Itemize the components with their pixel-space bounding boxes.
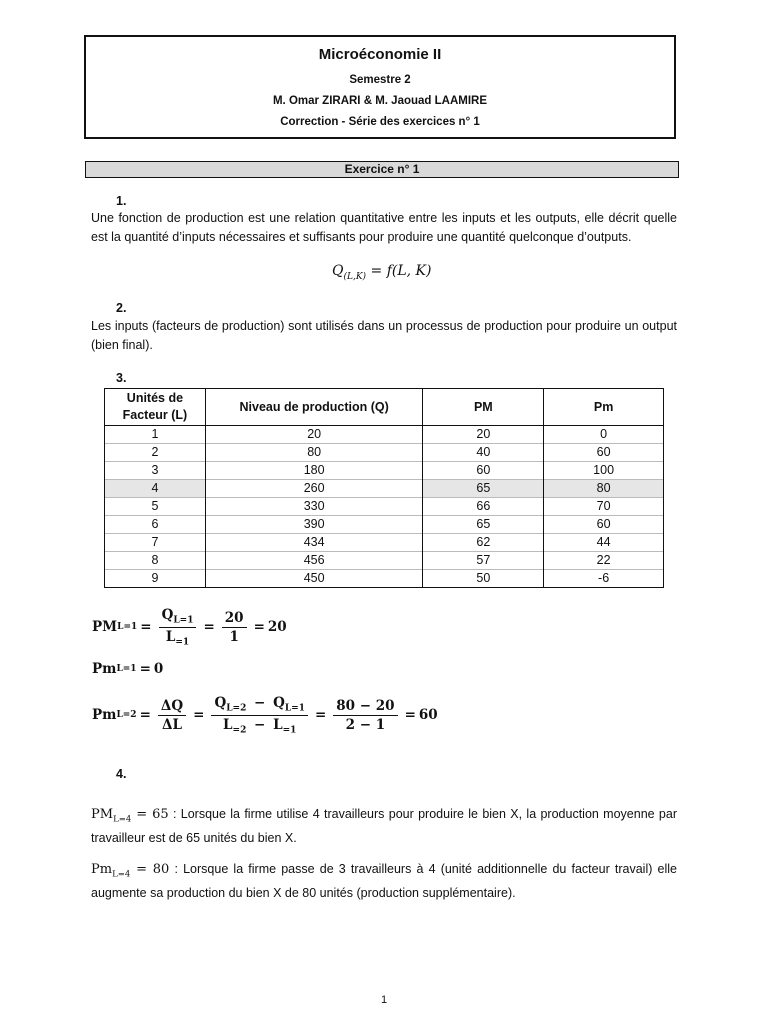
table-row	[105, 426, 664, 444]
table-row	[105, 498, 664, 516]
p2-value: = 80	[130, 862, 170, 877]
eq3-f3-num: 80 − 20	[333, 698, 397, 716]
table-header-row	[105, 389, 664, 426]
eq2-lhs: Pm	[92, 661, 117, 677]
production-table	[104, 388, 664, 588]
cell-pm-average: 65	[423, 516, 544, 534]
cell-units: 6	[105, 516, 206, 534]
eq3-lhs-sub: L=2	[116, 710, 137, 721]
cell-production: 330	[205, 498, 423, 516]
cell-units: 1	[105, 426, 206, 444]
cell-units: 7	[105, 534, 206, 552]
p2-text: : Lorsque la firme passe de 3 travailleurs à 4 (unité additionnelle du facteur travail) elle augmente sa production du bien X de 80 unités (production supplémentaire).	[91, 862, 677, 901]
p1-value: = 65	[131, 807, 169, 822]
eq3-f2-den-b: L	[273, 716, 283, 733]
eq3-f1-den: ΔL	[162, 716, 182, 733]
question-1-number: 1.	[116, 194, 127, 208]
header-pm-average: PM	[423, 389, 544, 426]
equals-sign: =	[193, 707, 205, 724]
p1-text: : Lorsque la firme utilise 4 travailleurs pour produire le bien X, la production moyenne par travailleur est de 65 unités du bien X.	[91, 807, 677, 846]
p1-sub: L=4	[113, 814, 132, 825]
cell-pm-marginal: 60	[544, 516, 664, 534]
eq1-num-sub: L=1	[173, 615, 194, 626]
cell-pm-marginal: 22	[544, 552, 664, 570]
equation-pm-marginal-l1	[92, 661, 163, 677]
semester: Semestre 2	[349, 74, 411, 86]
equals-sign: =	[253, 619, 265, 636]
eq3-fraction-diff	[211, 695, 308, 735]
question-1-text: Une fonction de production est une relation quantitative entre les inputs et les outputs, elle décrit quelle est la quantité d’inputs nécessaires et suffisants pour produire une quantité quelconque d’outputs.	[91, 211, 677, 244]
eq3-f2-num-a: Q	[214, 695, 227, 711]
cell-units: 5	[105, 498, 206, 516]
minus-sign: −	[254, 716, 266, 733]
cell-pm-average: 20	[423, 426, 544, 444]
cell-pm-marginal: 0	[544, 426, 664, 444]
cell-pm-average: 62	[423, 534, 544, 552]
table-row	[105, 516, 664, 534]
cell-production: 450	[205, 570, 423, 588]
eq3-f2-num-b: Q	[273, 695, 285, 711]
cell-pm-average: 65	[423, 480, 544, 498]
cell-units: 2	[105, 444, 206, 462]
eq1-den-sub: =1	[175, 637, 190, 648]
equals-sign: =	[139, 707, 151, 724]
question-3-number: 3.	[116, 371, 127, 385]
eq2-lhs-sub: L=1	[116, 664, 137, 674]
cell-production: 434	[205, 534, 423, 552]
cell-pm-marginal: 100	[544, 462, 664, 480]
table-row	[105, 570, 664, 588]
eq3-fraction-values	[333, 698, 397, 733]
eq1-lhs: PM	[92, 619, 118, 636]
cell-pm-average: 57	[423, 552, 544, 570]
cell-units: 3	[105, 462, 206, 480]
cell-production: 456	[205, 552, 423, 570]
eq1-den2: 1	[229, 628, 239, 645]
page-number: 1	[380, 994, 388, 1006]
cell-production: 390	[205, 516, 423, 534]
equation-pm-marginal-l2	[92, 695, 438, 735]
equation-pm-l1	[92, 607, 287, 647]
cell-pm-marginal: -6	[544, 570, 664, 588]
header-box	[84, 35, 676, 139]
eq3-f3-den: 2 − 1	[345, 716, 386, 733]
eq3-result: 60	[418, 707, 438, 724]
formula-rhs: = f(L, K)	[366, 263, 432, 279]
eq3-fraction-delta	[158, 698, 186, 733]
cell-production: 80	[205, 444, 423, 462]
table-row	[105, 462, 664, 480]
table-row	[105, 534, 664, 552]
table-row	[105, 480, 664, 498]
eq3-f2-num-b-sub: L=1	[284, 703, 305, 714]
cell-pm-average: 60	[423, 462, 544, 480]
eq3-f2-den-a: L	[223, 716, 233, 733]
question-2-text: Les inputs (facteurs de production) sont utilisés dans un processus de production pour produire un output (bien final).	[91, 319, 677, 352]
question-4-paragraph-2	[91, 860, 677, 903]
header-units: Unités de Facteur (L)	[105, 389, 206, 426]
cell-production: 20	[205, 426, 423, 444]
cell-pm-marginal: 80	[544, 480, 664, 498]
cell-units: 4	[105, 480, 206, 498]
p2-sub: L=4	[112, 869, 131, 880]
minus-sign: −	[254, 695, 266, 711]
header-production: Niveau de production (Q)	[205, 389, 423, 426]
question-2-number: 2.	[116, 301, 127, 315]
eq1-result: 20	[267, 619, 287, 636]
p1-label: PM	[91, 807, 114, 822]
cell-pm-marginal: 70	[544, 498, 664, 516]
eq2-result: 0	[153, 661, 164, 677]
equals-sign: =	[203, 619, 215, 636]
eq3-f2-num-a-sub: L=2	[226, 703, 247, 714]
table-row	[105, 444, 664, 462]
document-title: Microéconomie II	[318, 46, 442, 63]
p2-label: Pm	[91, 862, 113, 877]
eq3-lhs: Pm	[92, 707, 117, 724]
eq1-num: Q	[161, 607, 174, 623]
equals-sign: =	[140, 619, 152, 636]
cell-production: 180	[205, 462, 423, 480]
question-4-number: 4.	[116, 767, 127, 781]
eq1-lhs-sub: L=1	[117, 622, 138, 633]
cell-pm-average: 50	[423, 570, 544, 588]
cell-pm-marginal: 60	[544, 444, 664, 462]
eq1-fraction-1	[159, 607, 197, 647]
production-function-formula	[332, 263, 431, 282]
eq1-num2: 20	[222, 610, 247, 628]
equals-sign: =	[314, 707, 327, 724]
equals-sign: =	[404, 707, 416, 724]
eq1-den: L	[165, 628, 176, 645]
authors: M. Omar ZIRARI & M. Jaouad LAAMIRE	[272, 95, 488, 107]
cell-pm-marginal: 44	[544, 534, 664, 552]
cell-units: 9	[105, 570, 206, 588]
equals-sign: =	[139, 661, 151, 677]
eq3-f2-den-a-sub: =2	[232, 725, 247, 736]
cell-pm-average: 66	[423, 498, 544, 516]
cell-units: 8	[105, 552, 206, 570]
eq3-f1-num: ΔQ	[158, 698, 186, 716]
subtitle: Correction - Série des exercices n° 1	[280, 116, 480, 128]
table-row	[105, 552, 664, 570]
cell-production: 260	[205, 480, 423, 498]
formula-sub: (L,K)	[343, 271, 367, 282]
header-pm-marginal: Pm	[544, 389, 664, 426]
cell-pm-average: 40	[423, 444, 544, 462]
exercise-title: Exercice n° 1	[85, 161, 679, 178]
eq3-f2-den-b-sub: =1	[282, 725, 297, 736]
formula-q: Q	[332, 263, 344, 279]
question-4-paragraph-1	[91, 805, 677, 848]
eq1-fraction-2	[222, 610, 247, 645]
